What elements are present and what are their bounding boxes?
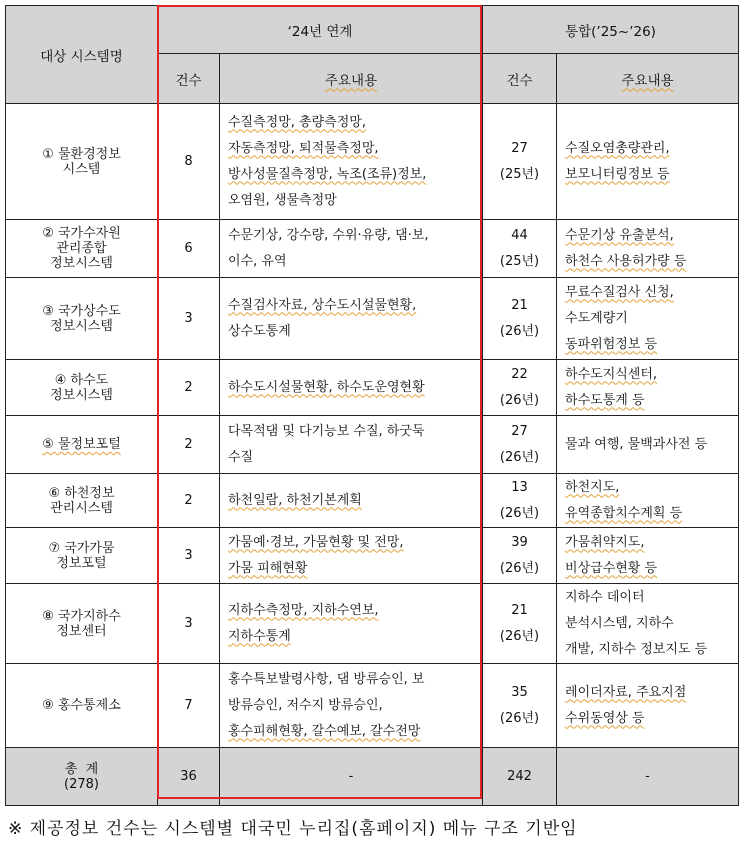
count-2024: 6 [158, 220, 220, 278]
content-new: 하천지도, 유역종합치수계획 등 [557, 474, 739, 528]
count-new: 44 (25년) [483, 220, 557, 278]
content-2024: 수질검사자료, 상수도시설물현황, 상수도통계 [220, 278, 483, 360]
content-new: 수질오염총량관리, 보모니터링정보 등 [557, 104, 739, 220]
content-2024: 수질측정망, 총량측정망, 자동측정망, 퇴적물측정망, 방사성물질측정망, 녹조(조류)정보, 오염원, 생물측정망 [220, 104, 483, 220]
system-name: ④ 하수도 정보시스템 [6, 360, 158, 416]
total-count-2024: 36 [158, 748, 220, 806]
system-name: ⑨ 홍수통제소 [6, 664, 158, 748]
content-new: 물과 여행, 물백과사전 등 [557, 416, 739, 474]
content-2024: 하천일람, 하천기본계획 [220, 474, 483, 528]
count-new: 27 (26년) [483, 416, 557, 474]
count-2024: 3 [158, 278, 220, 360]
table-row [6, 584, 739, 664]
count-2024: 2 [158, 416, 220, 474]
table-row [6, 528, 739, 584]
table-row [6, 360, 739, 416]
content-new: 하수도지식센터, 하수도통계 등 [557, 360, 739, 416]
count-2024: 2 [158, 360, 220, 416]
system-name: ⑧ 국가지하수 정보센터 [6, 584, 158, 664]
count-2024: 3 [158, 528, 220, 584]
content-2024: 하수도시설물현황, 하수도운영현황 [220, 360, 483, 416]
total-label: 총 계 (278) [6, 748, 158, 806]
content-2024: 가뭄예·경보, 가뭄현황 및 전망, 가뭄 피해현황 [220, 528, 483, 584]
count-new: 39 (26년) [483, 528, 557, 584]
system-table [5, 5, 739, 806]
count-new: 21 (26년) [483, 584, 557, 664]
header-group-2024: ‘24년 연계 [158, 6, 483, 54]
count-new: 21 (26년) [483, 278, 557, 360]
system-name: ⑦ 국가가뭄 정보포털 [6, 528, 158, 584]
count-new: 13 (26년) [483, 474, 557, 528]
count-new: 27 (25년) [483, 104, 557, 220]
count-2024: 8 [158, 104, 220, 220]
table-row [6, 220, 739, 278]
content-2024: 다목적댐 및 다기능보 수질, 하굿둑 수질 [220, 416, 483, 474]
content-new: 레이더자료, 주요지점 수위동영상 등 [557, 664, 739, 748]
content-new: 지하수 데이터 분석시스템, 지하수 개발, 지하수 정보지도 등 [557, 584, 739, 664]
system-name: ① 물환경정보 시스템 [6, 104, 158, 220]
count-2024: 7 [158, 664, 220, 748]
table-row [6, 416, 739, 474]
header-count-new: 건수 [483, 54, 557, 104]
system-name: ⑤ 물정보포털 [6, 416, 158, 474]
count-2024: 3 [158, 584, 220, 664]
system-name: ② 국가수자원 관리종합 정보시스템 [6, 220, 158, 278]
content-new: 무료수질검사 신청, 수도계량기 동파위험정보 등 [557, 278, 739, 360]
header-target-system: 대상 시스템명 [6, 6, 158, 104]
table-row [6, 278, 739, 360]
content-new: 수문기상 유출분석, 하천수 사용허가량 등 [557, 220, 739, 278]
content-2024: 홍수특보발령사항, 댐 방류승인, 보 방류승인, 저수지 방류승인, 홍수피해현황, 갈수예보, 갈수전망 [220, 664, 483, 748]
header-content-new: 주요내용 [557, 54, 739, 104]
header-content-2024: 주요내용 [220, 54, 483, 104]
table-row [6, 104, 739, 220]
header-count-2024: 건수 [158, 54, 220, 104]
content-2024: 지하수측정망, 지하수연보, 지하수통계 [220, 584, 483, 664]
count-new: 35 (26년) [483, 664, 557, 748]
table-row [6, 664, 739, 748]
total-count-new: 242 [483, 748, 557, 806]
header-group-integrated: 통합(’25~’26) [483, 6, 739, 54]
total-row [6, 748, 739, 806]
count-new: 22 (26년) [483, 360, 557, 416]
content-2024: 수문기상, 강수량, 수위·유량, 댐·보, 이수, 유역 [220, 220, 483, 278]
footnote: ※ 제공정보 건수는 시스템별 대국민 누리집(홈페이지) 메뉴 구조 기반임 [8, 819, 578, 839]
total-content-2024: - [220, 748, 483, 806]
table-row [6, 474, 739, 528]
count-2024: 2 [158, 474, 220, 528]
system-name: ⑥ 하천정보 관리시스템 [6, 474, 158, 528]
total-content-new: - [557, 748, 739, 806]
content-new: 가뭄취약지도, 비상급수현황 등 [557, 528, 739, 584]
system-name: ③ 국가상수도 정보시스템 [6, 278, 158, 360]
